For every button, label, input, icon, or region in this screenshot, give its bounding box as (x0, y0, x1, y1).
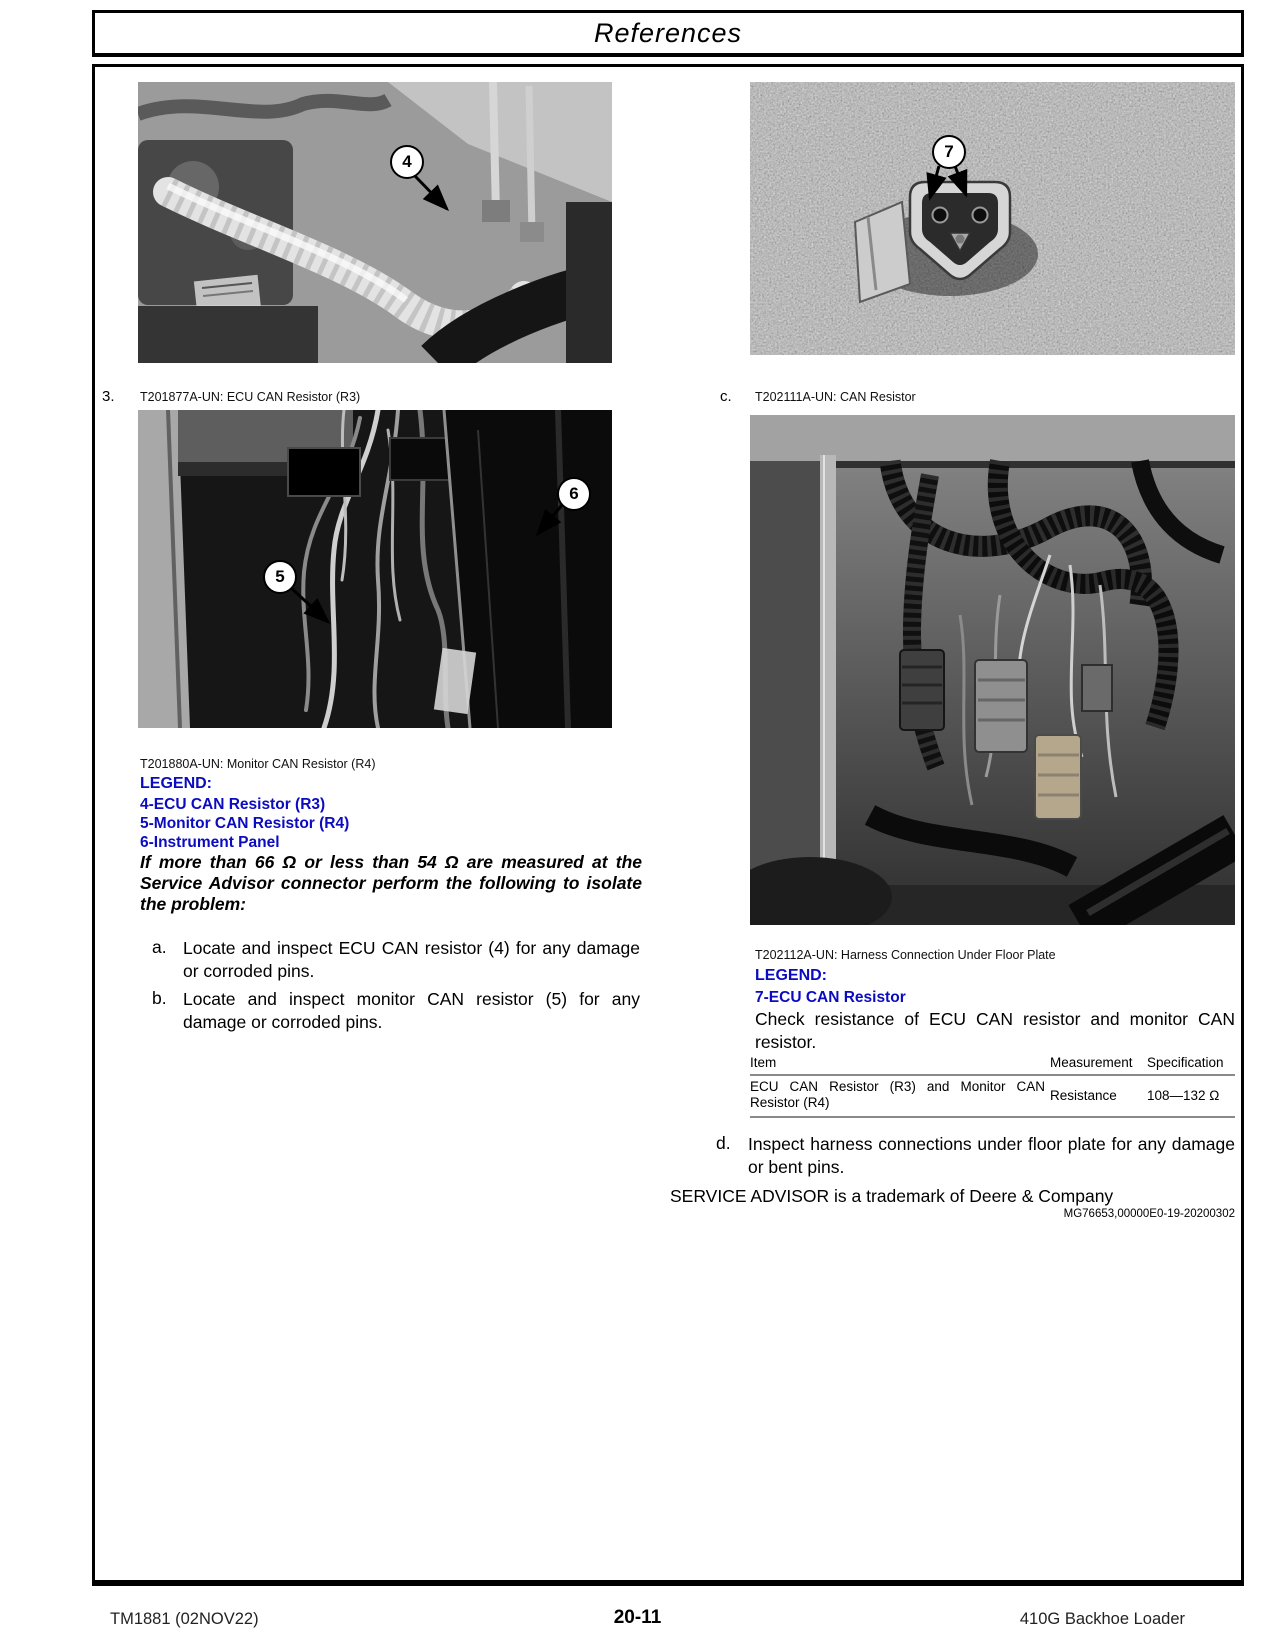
doc-code: MG76653,00000E0-19-20200302 (1063, 1208, 1235, 1220)
callout-5-number: 5 (275, 567, 285, 586)
callout-6-number: 6 (569, 484, 579, 503)
figure-harness-caption: T202112A-UN: Harness Connection Under Floor Plate (755, 948, 1056, 962)
callout-7-number: 7 (944, 142, 954, 161)
legend-entry: 6-Instrument Panel (140, 834, 280, 851)
step-b-text: Locate and inspect monitor CAN resistor (5) for any damage or corroded pins. (183, 989, 640, 1032)
spec-col-measurement: Measurement (1050, 1055, 1133, 1070)
header-frame (92, 10, 1244, 57)
figure-resistor-photo (750, 82, 1235, 355)
callout-7 (932, 135, 966, 169)
page-title: References (593, 17, 743, 48)
legend-entry: 5-Monitor CAN Resistor (R4) (140, 815, 350, 832)
callout-5 (263, 560, 297, 594)
spec-table-header (750, 1055, 1235, 1076)
spec-table-row (750, 1076, 1235, 1118)
legend-title-right: LEGEND: (755, 967, 827, 984)
legend-left (140, 795, 349, 852)
callout-4 (390, 145, 424, 179)
trademark-line: SERVICE ADVISOR is a trademark of Deere & Company (670, 1186, 1114, 1206)
footer-model-name: 410G Backhoe Loader (1019, 1610, 1185, 1628)
legend-entry: 4-ECU CAN Resistor (R3) (140, 796, 326, 813)
callout-6 (557, 477, 591, 511)
figure-resistor-caption: T202111A-UN: CAN Resistor (755, 390, 916, 404)
step-d-text: Inspect harness connections under floor plate for any damage or bent pins. (748, 1134, 1235, 1177)
step-a-text: Locate and inspect ECU CAN resistor (4) for any damage or corroded pins. (183, 938, 640, 981)
legend-entry: 7-ECU CAN Resistor (755, 989, 906, 1006)
figure-engine-photo (138, 82, 612, 363)
figure-harness-photo (750, 415, 1235, 925)
figure-monitor-caption: T201880A-UN: Monitor CAN Resistor (R4) (140, 757, 376, 771)
callout-4-number: 4 (402, 152, 412, 171)
figure-monitor-photo (138, 410, 612, 728)
figure-engine-item-label: 3. (102, 388, 115, 405)
step-b-label: b. (152, 988, 167, 1008)
footer-manual-number: TM1881 (02NOV22) (110, 1610, 259, 1628)
spec-col-item: Item (750, 1055, 777, 1070)
spec-col-specification: Specification (1147, 1055, 1224, 1070)
spec-cell-measurement: Resistance (1050, 1087, 1117, 1103)
spec-table (750, 1055, 1235, 1118)
check-resistance-text: Check resistance of ECU CAN resistor and monitor CAN resistor. (755, 1009, 1235, 1052)
footer-page-number: 20-11 (613, 1607, 662, 1628)
resistance-note: If more than 66 Ω or less than 54 Ω are measured at the Service Advisor connector perform the following to isolate the problem: (140, 852, 642, 914)
step-d-label: d. (716, 1133, 731, 1153)
figure-engine-caption: T201877A-UN: ECU CAN Resistor (R3) (140, 390, 361, 404)
step-a-label: a. (152, 937, 167, 957)
figure-resistor-item-label: c. (720, 388, 732, 405)
legend-title-left: LEGEND: (140, 775, 212, 792)
spec-cell-specification: 108—132 Ω (1147, 1087, 1220, 1103)
spec-cell-item: ECU CAN Resistor (R3) and Monitor CAN Resistor (R4) (750, 1079, 1045, 1110)
